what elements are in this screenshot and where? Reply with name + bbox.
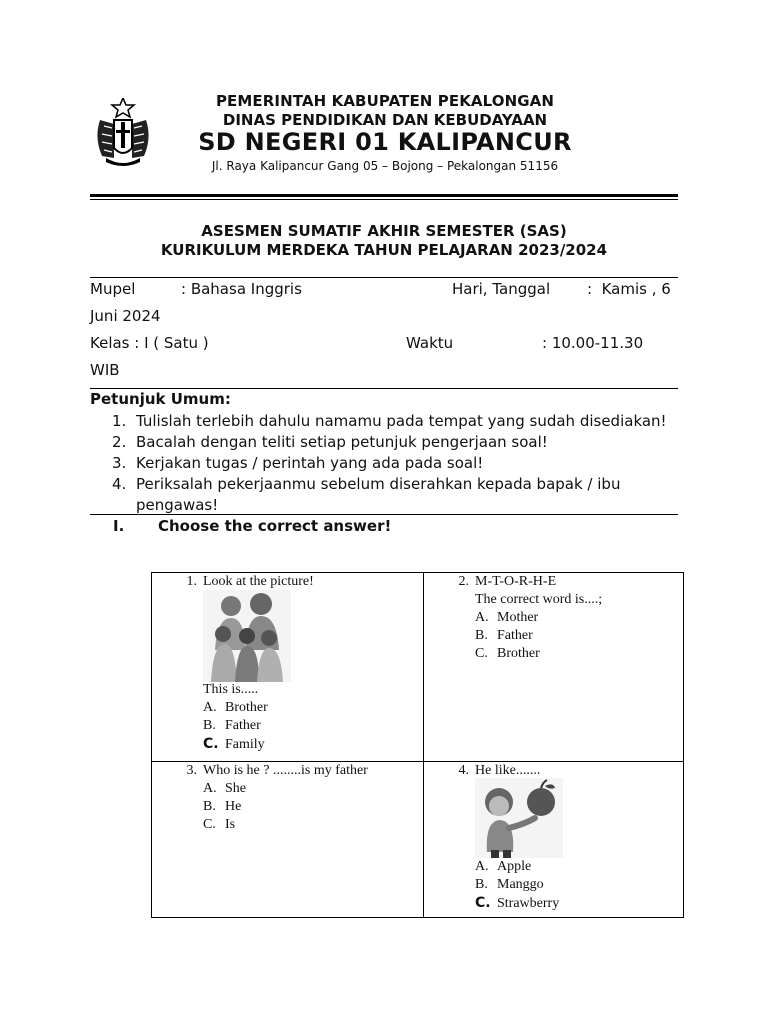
family-picture-icon xyxy=(203,590,291,682)
option-a[interactable] xyxy=(475,858,559,876)
info-top-rule xyxy=(90,277,678,278)
exam-subtitle: KURIKULUM MERDEKA TAHUN PELAJARAN 2023/2024 xyxy=(160,241,608,259)
option-c[interactable] xyxy=(475,894,559,912)
school-address: Jl. Raya Kalipancur Gang 05 – Bojong – Pekalongan 51156 xyxy=(211,159,559,173)
petunjuk-item xyxy=(112,474,682,516)
option-a[interactable] xyxy=(475,609,540,627)
petunjuk-num: 4. xyxy=(112,475,127,493)
option-a[interactable] xyxy=(203,699,268,717)
question-4 xyxy=(447,762,679,916)
option-letter: C. xyxy=(475,895,491,911)
option-b[interactable] xyxy=(203,717,268,735)
option-text: Brother xyxy=(225,700,268,715)
question-number: 2. xyxy=(458,574,469,589)
option-b[interactable] xyxy=(475,627,540,645)
option-text: She xyxy=(225,781,246,796)
petunjuk-text: Bacalah dengan teliti setiap petunjuk pengerjaan soal! xyxy=(136,433,548,451)
option-a[interactable] xyxy=(203,780,246,798)
option-text: Strawberry xyxy=(497,896,560,911)
option-text: Father xyxy=(225,718,261,733)
hari-label: Hari, Tanggal xyxy=(452,280,551,298)
option-letter: A. xyxy=(475,859,489,874)
petunjuk-num: 3. xyxy=(112,454,127,472)
question-number: 1. xyxy=(186,574,197,589)
option-text: Father xyxy=(497,628,533,643)
option-text: He xyxy=(225,799,242,814)
option-b[interactable] xyxy=(475,876,559,894)
header-divider-thin xyxy=(90,199,678,200)
option-letter: A. xyxy=(475,610,489,625)
option-letter: C. xyxy=(203,736,219,752)
petunjuk-title: Petunjuk Umum: xyxy=(90,390,231,408)
option-letter: A. xyxy=(203,781,217,796)
option-letter: C. xyxy=(475,646,488,661)
question-prompt: The correct word is....; xyxy=(475,592,603,607)
kelas-info: Kelas : I ( Satu ) xyxy=(90,334,209,352)
petunjuk-bottom-rule xyxy=(90,514,678,515)
section-title: Choose the correct answer! xyxy=(158,517,392,535)
option-letter: C. xyxy=(203,817,216,832)
question-prompt: This is..... xyxy=(203,682,259,697)
petunjuk-text: Kerjakan tugas / perintah yang ada pada soal! xyxy=(136,454,484,472)
petunjuk-item xyxy=(112,432,682,453)
option-letter: B. xyxy=(203,718,216,733)
petunjuk-item xyxy=(112,453,682,474)
garuda-logo-icon xyxy=(92,98,154,168)
header-department: DINAS PENDIDIKAN DAN KEBUDAYAAN xyxy=(222,111,548,129)
option-text: Manggo xyxy=(497,877,544,892)
petunjuk-item xyxy=(112,411,682,432)
question-3 xyxy=(175,762,415,916)
options-list xyxy=(203,780,246,834)
question-2 xyxy=(447,573,679,759)
option-text: Family xyxy=(225,737,265,752)
petunjuk-list xyxy=(112,411,682,516)
question-text: Look at the picture! xyxy=(203,574,314,589)
option-c[interactable] xyxy=(203,816,246,834)
question-text: He like....... xyxy=(475,763,541,778)
waktu-value: : 10.00-11.30 xyxy=(542,334,644,352)
option-text: Brother xyxy=(497,646,540,661)
petunjuk-text: Tulislah terlebih dahulu namamu pada tempat yang sudah disediakan! xyxy=(136,412,667,430)
option-letter: B. xyxy=(203,799,216,814)
option-b[interactable] xyxy=(203,798,246,816)
option-c[interactable] xyxy=(203,735,268,753)
question-number: 3. xyxy=(186,763,197,778)
petunjuk-num: 1. xyxy=(112,412,127,430)
mupel-label: Mupel xyxy=(90,280,136,298)
mupel-value: : Bahasa Inggris xyxy=(181,280,302,298)
option-text: Is xyxy=(225,817,236,832)
section-number: I. xyxy=(113,517,125,535)
petunjuk-num: 2. xyxy=(112,433,127,451)
question-text: M-T-O-R-H-E xyxy=(475,574,557,589)
hari-value-cont: Juni 2024 xyxy=(90,307,161,325)
option-letter: B. xyxy=(475,877,488,892)
hari-value: : Kamis , 6 xyxy=(587,280,671,298)
petunjuk-text: Periksalah pekerjaanmu sebelum diserahkan kepada bapak / ibu pengawas! xyxy=(136,475,621,514)
school-name: SD NEGERI 01 KALIPANCUR xyxy=(198,128,572,156)
boy-with-apple-picture-icon xyxy=(475,778,563,858)
option-letter: B. xyxy=(475,628,488,643)
option-text: Apple xyxy=(497,859,532,874)
question-number: 4. xyxy=(458,763,469,778)
question-1 xyxy=(175,573,415,759)
waktu-value-cont: WIB xyxy=(90,361,120,379)
options-list xyxy=(475,858,559,912)
options-list xyxy=(475,609,540,663)
question-text: Who is he ? ........is my father xyxy=(203,763,368,778)
header-divider xyxy=(90,194,678,197)
table-divider-vertical xyxy=(423,572,424,918)
info-bottom-rule xyxy=(90,388,678,389)
exam-title: ASESMEN SUMATIF AKHIR SEMESTER (SAS) xyxy=(201,222,567,240)
header-government: PEMERINTAH KABUPATEN PEKALONGAN xyxy=(215,92,555,110)
option-text: Mother xyxy=(497,610,539,625)
option-c[interactable] xyxy=(475,645,540,663)
option-letter: A. xyxy=(203,700,217,715)
options-list xyxy=(203,699,268,753)
waktu-label: Waktu xyxy=(406,334,454,352)
